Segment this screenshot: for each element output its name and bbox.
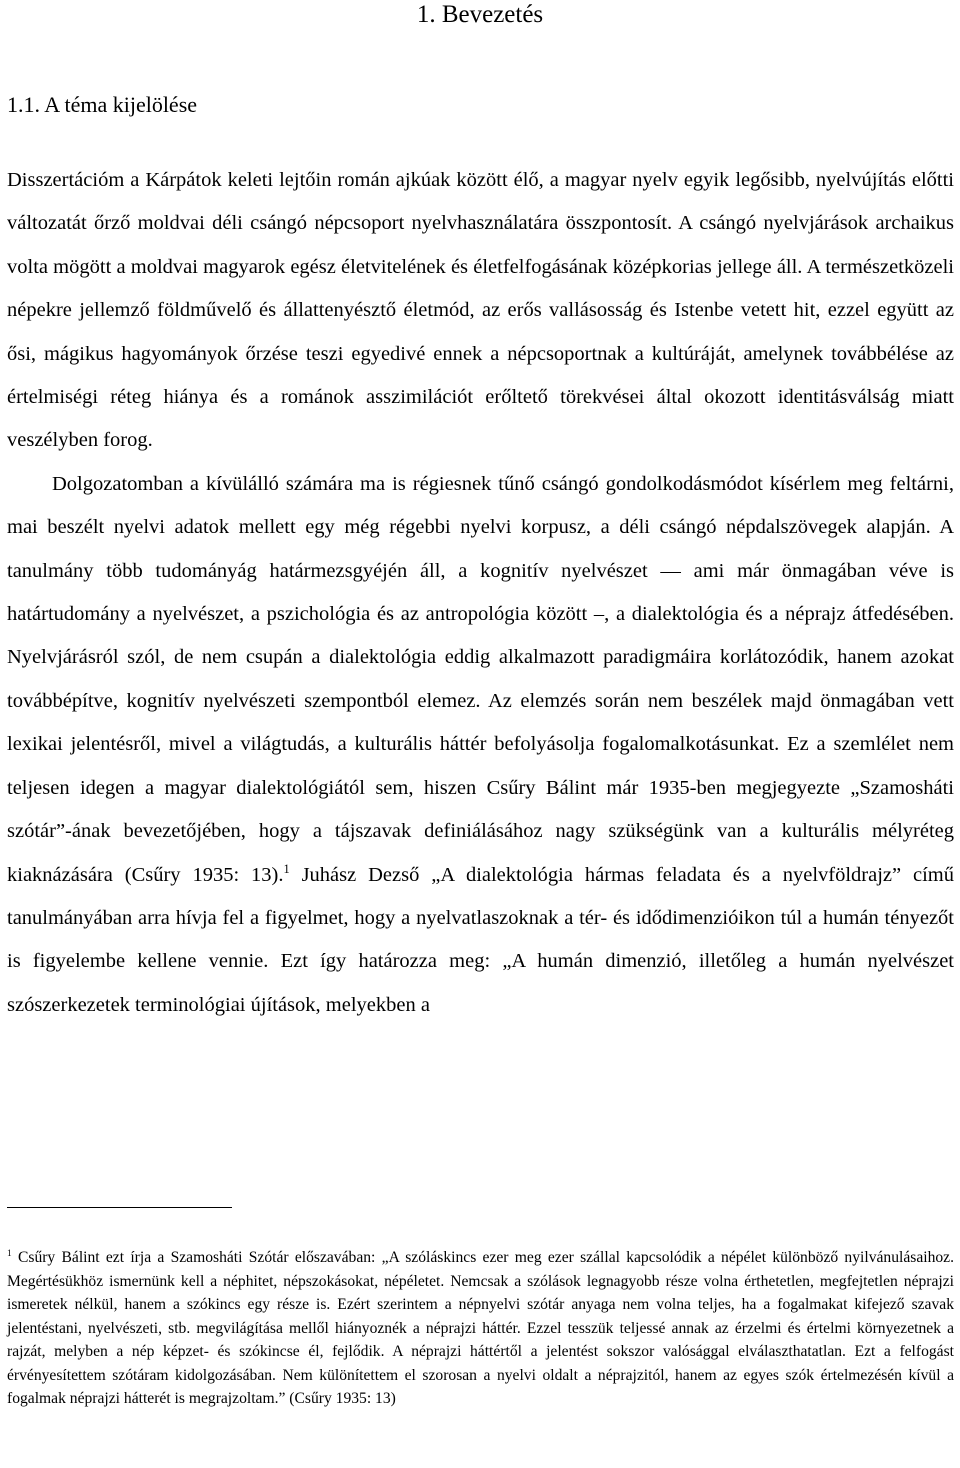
footnote-separator bbox=[7, 1207, 232, 1208]
paragraph-2 bbox=[7, 463, 954, 1027]
footnote bbox=[7, 1246, 954, 1411]
chapter-title: 1. Bevezetés bbox=[416, 1, 544, 28]
paragraph-1-text: Disszertációm a Kárpátok keleti lejtőin román ajkúak között élő, a magyar nyelv egyik legősibb, nyelvújítás előtti változatát őrző moldvai déli csángó népcsoport nyelvhasználatára összpontosít. A csángó nyelvjárások archaikus volta mögött a moldvai magyarok egész életvitelének és életfelfogásának középkorias jellege áll. A természetközeli népekre jellemző földművelő és állattenyésztő életmód, az erős vallásosság és Istenbe vetett hit, ezzel együtt az ősi, mágikus hagyományok őrzése teszi egyedivé ennek a népcsoportnak a kultúráját, amelynek továbbélése az értelmiségi réteg hiánya és a románok asszimilációt erőltető törekvései által okozott identitásválság miatt veszélyben forog. bbox=[7, 169, 954, 452]
footnote-text: Csűry Bálint ezt írja a Szamosháti Szótár előszavában: „A szóláskincs ezer meg ezer szállal kapcsolódik a népélet különböző nyilvánulásaihoz. Megértésükhöz ismernünk kell a néphitet, népszokásokat, népéletet. Nemcsak a szólások legnagyobb része volna érthetetlen, megfejtetlen néprajzi ismeretek nélkül, hanem a szókincs egy része is. Ezért szerintem a népnyelvi szótár anyaga nem volna teljes, ha a fogalmakat kifejező szavak jelentéstani, nyelvészeti, stb. megvilágítása mellől hiányoznék a néprajzi háttér. Ezzel tesszük teljessé annak az érzelmi és értelmi környezetnek a rajzát, melyben a nép képzet- és szókincse él, fejlődik. A néprajzi háttértől a jelentést sokszor valósággal elválaszthatatlan. Ezt a felfogást érvényesítettem szótáram kidolgozásában. Nem különítettem el szorosan a nyelvi oldalt a néprajzitól, hanem az egyes szók értelmezésén kívül a fogalmak néprajzi hátterét is megrajzoltam.” (Csűry 1935: 13) bbox=[7, 1249, 954, 1407]
section-title: 1.1. A téma kijelölése bbox=[7, 92, 198, 117]
paragraph-1 bbox=[7, 159, 954, 463]
footnote-marker: 1 bbox=[7, 1248, 12, 1259]
footnote-reference[interactable]: 1 bbox=[283, 861, 290, 876]
paragraph-2-text-before-footnote: Dolgozatomban a kívülálló számára ma is régiesnek tűnő csángó gondolkodásmódot kísérlem meg feltárni, mai beszélt nyelvi adatok mellett egy még régebbi nyelvi korpusz, a déli csángó népdalszövegek alapján. A tanulmány több tudományág határmezsgyéjén áll, a kognitív nyelvészet ― ami már önmagában véve is határtudomány a nyelvészet, a pszichológia és az antropológia között –, a dialektológia és a néprajz átfedésében. Nyelvjárásról szól, de nem csupán a dialektológia eddig alkalmazott paradigmáira korlátozódik, hanem azokat továbbépítve, kognitív nyelvészeti szempontból elemez. Az elemzés során nem beszélek majd önmagában vett lexikai jelentésről, mivel a világtudás, a kulturális háttér befolyásolja fogalomalkotásunkat. Ez a szemlélet nem teljesen idegen a magyar dialektológiától sem, hiszen Csűry Bálint már 1935-ben megjegyezte „Szamosháti szótár”-ának bevezetőjében, hogy a tájszavak definiálásához nagy szükségünk van a kulturális mélyréteg kiaknázására (Csűry 1935: 13). bbox=[7, 472, 954, 886]
body-text bbox=[7, 159, 954, 1027]
paragraph-2-text-after-footnote: Juhász Dezső „A dialektológia hármas feladata és a nyelvföldrajz” című tanulmányában arra hívja fel a figyelmet, hogy a nyelvatlaszoknak a tér- és idődimenzióikon túl a humán tényezőt is figyelembe kellene vennie. Ezt így határozza meg: „A humán dimenzió, illetőleg a humán nyelvészet szószerkezetek terminológiai újítások, melyekben a bbox=[7, 863, 955, 1016]
